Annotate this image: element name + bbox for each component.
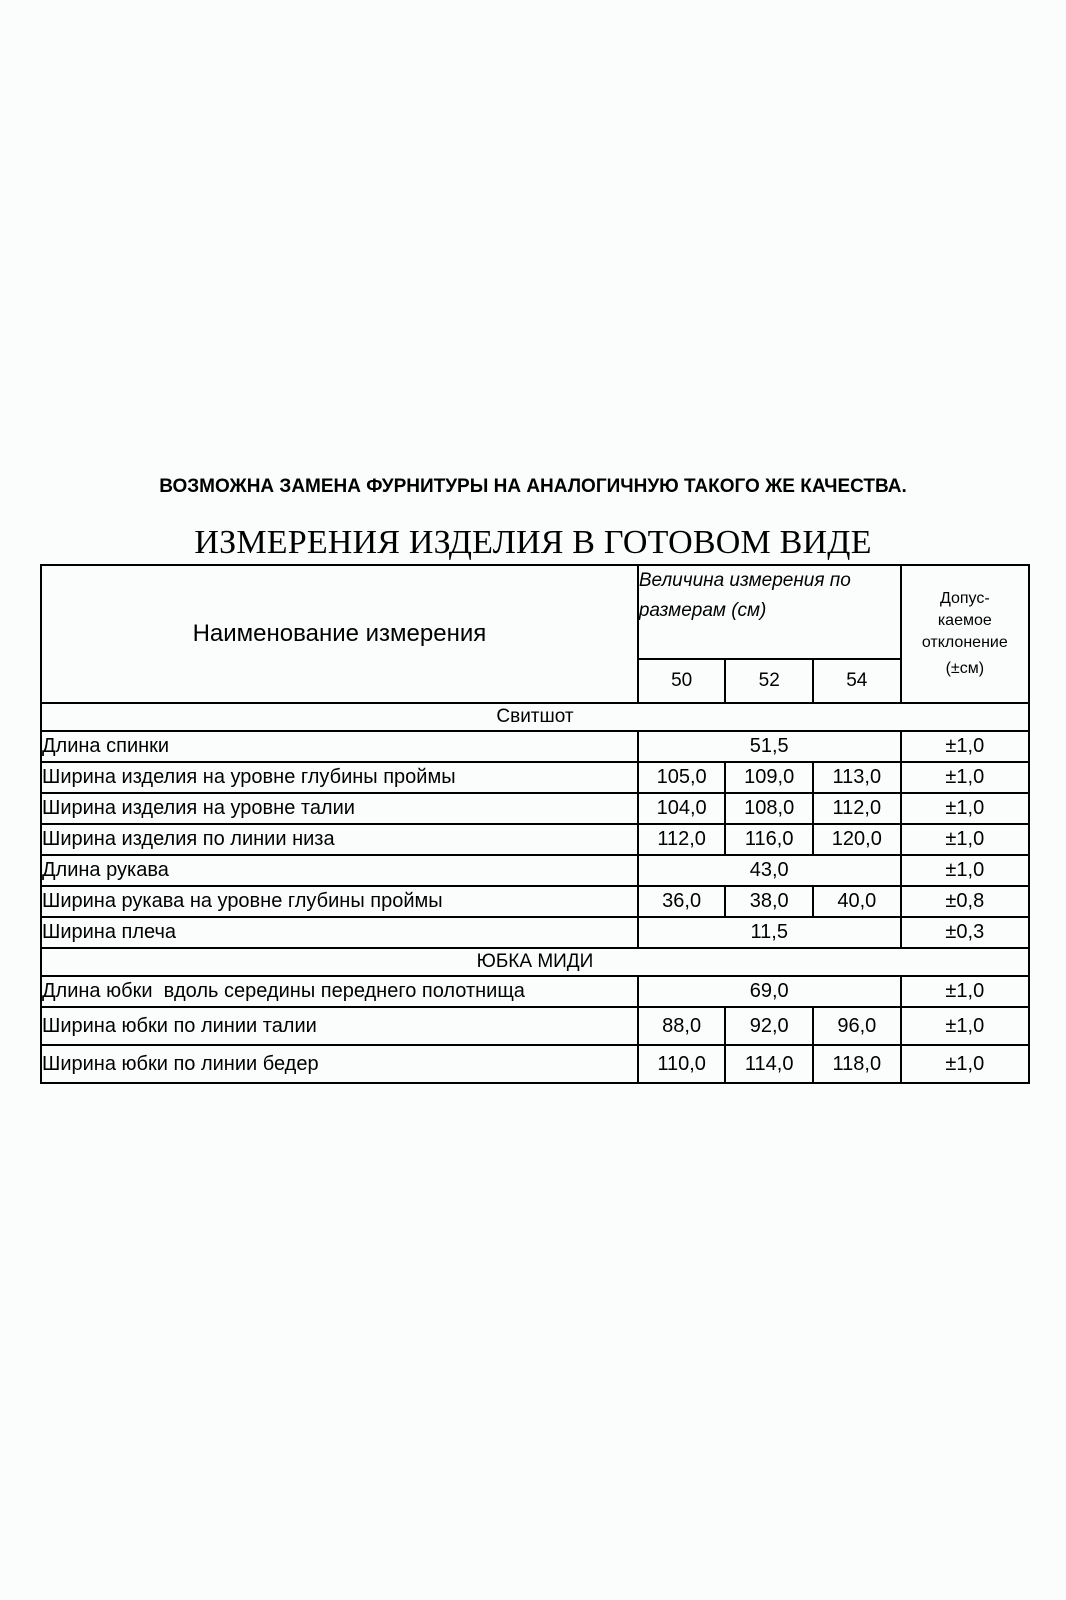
header-tolerance xyxy=(901,565,1029,703)
tolerance-value: ±1,0 xyxy=(901,855,1029,886)
table-row xyxy=(41,886,1029,917)
measurement-value: 104,0 xyxy=(638,793,726,824)
size-header: 54 xyxy=(813,659,901,703)
table-row xyxy=(41,824,1029,855)
measurement-value: 109,0 xyxy=(725,762,813,793)
header-tolerance-line: отклонение xyxy=(921,634,1008,651)
measurement-name: Ширина рукава на уровне глубины проймы xyxy=(41,886,638,917)
measurement-value: 96,0 xyxy=(813,1007,901,1045)
measurement-value: 110,0 xyxy=(638,1045,726,1083)
header-measurement-name: Наименование измерения xyxy=(41,565,638,703)
table-row xyxy=(41,762,1029,793)
measurement-value: 38,0 xyxy=(725,886,813,917)
size-header: 52 xyxy=(725,659,813,703)
measurement-value: 114,0 xyxy=(725,1045,813,1083)
table-row xyxy=(41,731,1029,762)
table-row xyxy=(41,1045,1029,1083)
measurement-name: Ширина плеча xyxy=(41,917,638,948)
measurement-value: 51,5 xyxy=(638,731,901,762)
measurement-value: 112,0 xyxy=(638,824,726,855)
tolerance-value: ±0,8 xyxy=(901,886,1029,917)
table-row xyxy=(41,1007,1029,1045)
table-row xyxy=(41,917,1029,948)
header-tolerance-line: Допус- xyxy=(939,590,990,607)
measurement-name: Длина юбки вдоль середины переднего полотнища xyxy=(41,976,638,1007)
tolerance-value: ±0,3 xyxy=(901,917,1029,948)
measurement-value: 105,0 xyxy=(638,762,726,793)
measurement-value: 116,0 xyxy=(725,824,813,855)
measurement-value: 43,0 xyxy=(638,855,901,886)
measurement-value: 36,0 xyxy=(638,886,726,917)
measurement-name: Ширина изделия по линии низа xyxy=(41,824,638,855)
document-title: ИЗМЕРЕНИЯ ИЗДЕЛИЯ В ГОТОВОМ ВИДЕ xyxy=(194,524,872,561)
measurement-value: 69,0 xyxy=(638,976,901,1007)
measurement-value: 92,0 xyxy=(725,1007,813,1045)
measurement-name: Ширина изделия на уровне глубины проймы xyxy=(41,762,638,793)
tolerance-value: ±1,0 xyxy=(901,976,1029,1007)
measurement-name: Ширина юбки по линии бедер xyxy=(41,1045,638,1083)
section-title: ЮБКА МИДИ xyxy=(41,948,1029,976)
table-row xyxy=(41,976,1029,1007)
tolerance-value: ±1,0 xyxy=(901,824,1029,855)
measurement-name: Длина спинки xyxy=(41,731,638,762)
measurement-name: Длина рукава xyxy=(41,855,638,886)
measurement-value: 88,0 xyxy=(638,1007,726,1045)
tolerance-value: ±1,0 xyxy=(901,793,1029,824)
tolerance-value: ±1,0 xyxy=(901,731,1029,762)
table-row xyxy=(41,855,1029,886)
measurements-table xyxy=(40,564,1030,1084)
measurement-value: 118,0 xyxy=(813,1045,901,1083)
measurement-value: 120,0 xyxy=(813,824,901,855)
measurement-value: 108,0 xyxy=(725,793,813,824)
section-title: Свитшот xyxy=(41,703,1029,731)
measurement-name: Ширина юбки по линии талии xyxy=(41,1007,638,1045)
measurement-value: 113,0 xyxy=(813,762,901,793)
table-row xyxy=(41,793,1029,824)
header-tolerance-line: (±см) xyxy=(945,660,985,677)
measurement-value: 11,5 xyxy=(638,917,901,948)
replacement-notice: ВОЗМОЖНА ЗАМЕНА ФУРНИТУРЫ НА АНАЛОГИЧНУЮ ТАКОГО ЖЕ КАЧЕСТВА. xyxy=(159,476,907,497)
header-sizes: Величина измерения по размерам (см) xyxy=(638,565,901,659)
measurement-value: 112,0 xyxy=(813,793,901,824)
tolerance-value: ±1,0 xyxy=(901,1045,1029,1083)
tolerance-value: ±1,0 xyxy=(901,1007,1029,1045)
tolerance-value: ±1,0 xyxy=(901,762,1029,793)
header-tolerance-line: каемое xyxy=(937,612,992,629)
size-header: 50 xyxy=(638,659,726,703)
measurement-name: Ширина изделия на уровне талии xyxy=(41,793,638,824)
measurement-value: 40,0 xyxy=(813,886,901,917)
